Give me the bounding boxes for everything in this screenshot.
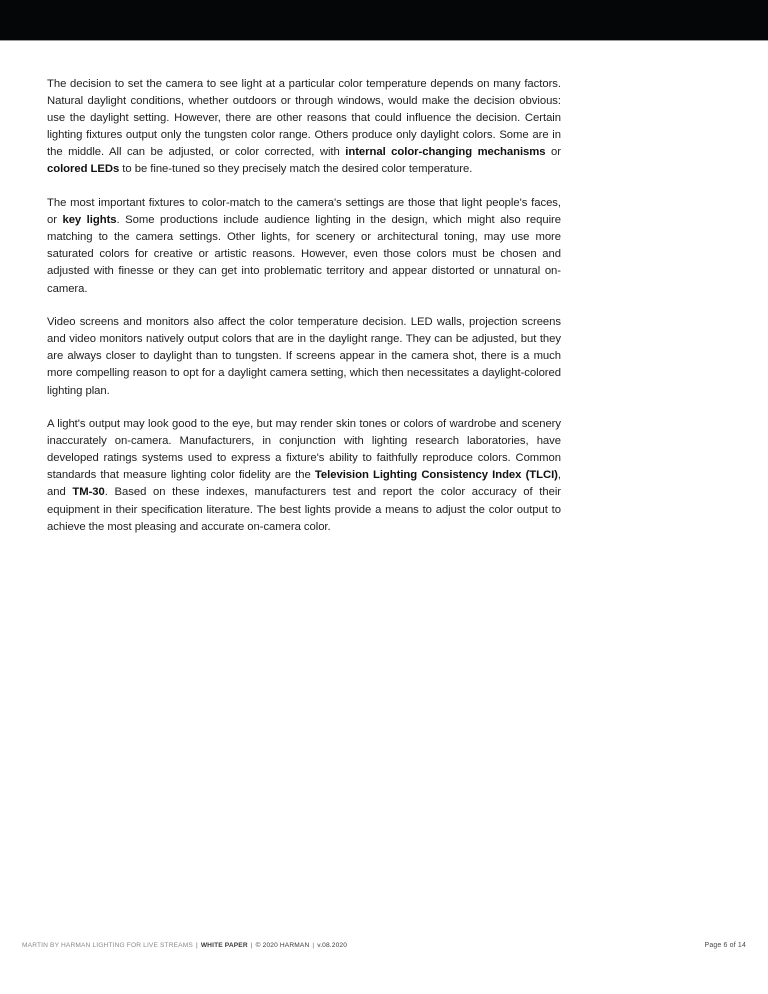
paragraph-color-temperature-decision (47, 76, 561, 179)
paragraph-text: Video screens and monitors also affect the color temperature decision. LED walls, projection screens and video monitors natively output colors that are in the daylight range. They can be adjusted, but they are always closer to daylight than to tungsten. If screens appear in the camera shot, there is a much more compelling reason to opt for a daylight camera setting, which then necessitates a daylight-colored lighting plan. (47, 316, 561, 397)
page-footer (22, 940, 746, 952)
paragraph-text: or (545, 146, 561, 159)
footer-doc-title: MARTIN BY HARMAN LIGHTING FOR LIVE STREAMS (22, 942, 193, 949)
inline-link[interactable]: key lights (62, 214, 117, 227)
footer-copyright: © 2020 HARMAN (255, 942, 310, 949)
header-bar (0, 0, 768, 41)
paragraph-text: The most important fixtures to color-match to the camera's settings are those that light people's faces, or (47, 197, 561, 227)
inline-link[interactable]: internal color-changing mechanisms (345, 146, 546, 159)
paragraph-text: . Based on these indexes, manufacturers test and report the color accuracy of their equipment in their specification literature. The best lights provide a means to adjust the color output to achieve the most pleasing and accurate on-camera color. (47, 486, 561, 533)
paragraph-key-lights (47, 195, 561, 298)
paragraph-text: to be fine-tuned so they precisely match the desired color temperature. (119, 163, 473, 176)
footer-doc-type: WHITE PAPER (200, 942, 248, 949)
inline-link[interactable]: Television Lighting Consistency Index (TLCI) (314, 469, 558, 482)
document-body (47, 76, 561, 552)
paragraph-text: , and (47, 469, 561, 499)
paragraph-text: A light's output may look good to the eye, but may render skin tones or colors of wardrobe and scenery inaccurately on-camera. Manufacturers, in conjunction with lighting research laboratories, have developed ratings systems used to express a fixture's ability to faithfully reproduce colors. Common standards that measure lighting color fidelity are the (47, 418, 561, 482)
page-number: Page 6 of 14 (704, 942, 746, 949)
footer-version: v.08.2020 (317, 942, 348, 949)
footer-separator: | (195, 942, 198, 949)
footer-separator: | (312, 942, 315, 949)
inline-link[interactable]: colored LEDs (47, 163, 120, 176)
footer-separator: | (250, 942, 253, 949)
paragraph-color-fidelity (47, 416, 561, 536)
paragraph-video-screens (47, 314, 561, 399)
inline-link[interactable]: TM-30 (72, 486, 105, 499)
paragraph-text: . Some productions include audience lighting in the design, which might also require matching to the camera settings. Other lights, for scenery or architectural toning, may use more saturated colors for creative or artistic reasons. However, even those colors must be chosen and adjusted with finesse or they can get into problematic territory and appear distorted or unnatural on-camera. (47, 214, 561, 295)
footer-doc-info (22, 940, 347, 952)
paragraph-text: The decision to set the camera to see light at a particular color temperature depends on many factors. Natural daylight conditions, whether outdoors or through windows, would make the decision obvious: use the daylight setting. However, there are other reasons that could influence the decision. Certain lighting fixtures output only the tungsten color range. Others produce only daylight colors. Some are in the middle. All can be adjusted, or color corrected, with (47, 78, 561, 159)
